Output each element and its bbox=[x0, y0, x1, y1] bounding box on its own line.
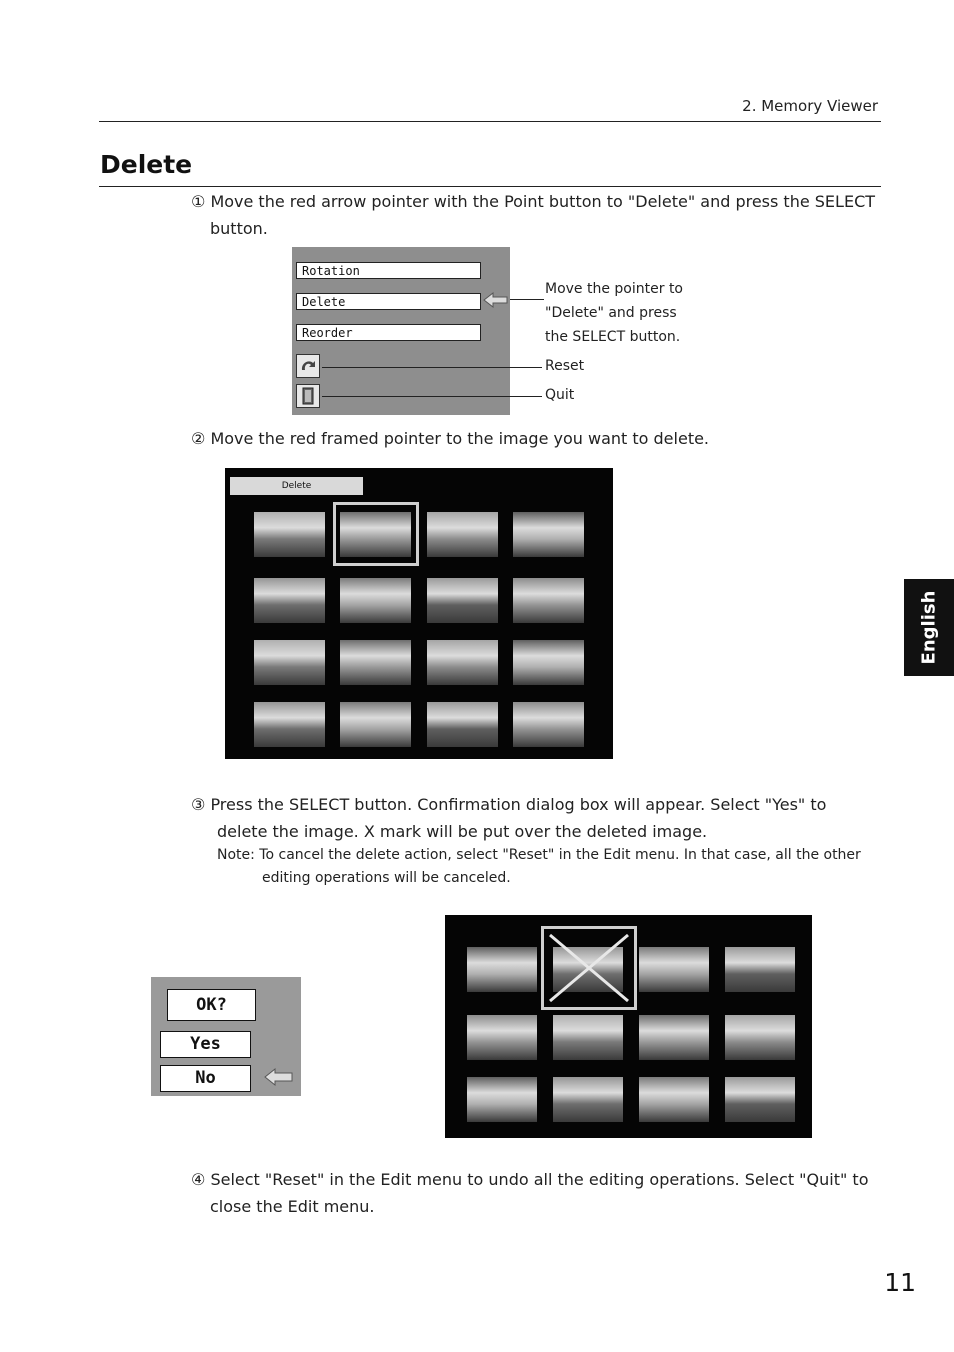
photo-thumbnail[interactable] bbox=[467, 1077, 537, 1122]
photo-thumbnail[interactable] bbox=[725, 1077, 795, 1122]
step-number: ③ bbox=[191, 795, 206, 814]
photo-thumbnail[interactable] bbox=[340, 640, 411, 685]
screen-mode-label: Delete bbox=[230, 477, 363, 495]
photo-thumbnail[interactable] bbox=[513, 512, 584, 557]
photo-thumbnail[interactable] bbox=[427, 578, 498, 623]
photo-thumbnail[interactable] bbox=[639, 947, 709, 992]
dialog-question: OK? bbox=[167, 989, 256, 1021]
delete-screen bbox=[225, 468, 613, 759]
quit-leader-line bbox=[322, 396, 542, 397]
menu-item-delete[interactable]: Delete bbox=[296, 293, 481, 310]
photo-thumbnail[interactable] bbox=[513, 578, 584, 623]
quit-icon bbox=[297, 385, 319, 407]
arrow-pointer-icon bbox=[482, 291, 510, 309]
selection-frame bbox=[333, 502, 419, 566]
step-1: ① Move the red arrow pointer with the Point button to "Delete" and press the SELECT button. bbox=[191, 192, 876, 238]
title-rule bbox=[99, 186, 881, 187]
step-number: ④ bbox=[191, 1170, 206, 1189]
photo-thumbnail[interactable] bbox=[340, 578, 411, 623]
note: Note: To cancel the delete action, select "Reset" in the Edit menu. In that case, all the other editing operations will be canceled. bbox=[217, 847, 861, 886]
reset-callout: Reset bbox=[545, 358, 585, 374]
quit-callout: Quit bbox=[545, 387, 575, 403]
step-number: ② bbox=[191, 429, 206, 448]
step-number: ① bbox=[191, 192, 206, 211]
photo-thumbnail[interactable] bbox=[254, 578, 325, 623]
selection-frame bbox=[541, 926, 637, 1010]
language-tab: English bbox=[904, 579, 954, 676]
photo-thumbnail[interactable] bbox=[467, 947, 537, 992]
photo-thumbnail[interactable] bbox=[467, 1015, 537, 1060]
confirm-dialog bbox=[151, 977, 301, 1096]
photo-thumbnail[interactable] bbox=[513, 702, 584, 747]
photo-thumbnail[interactable] bbox=[427, 640, 498, 685]
photo-thumbnail[interactable] bbox=[340, 702, 411, 747]
photo-thumbnail[interactable] bbox=[254, 640, 325, 685]
photo-thumbnail[interactable] bbox=[254, 512, 325, 557]
step-4: ④ Select "Reset" in the Edit menu to undo all the editing operations. Select "Quit" to close the Edit menu. bbox=[191, 1170, 869, 1216]
page-number: 11 bbox=[884, 1268, 916, 1297]
reset-button[interactable] bbox=[296, 354, 320, 378]
reset-leader-line bbox=[322, 367, 542, 368]
photo-thumbnail[interactable] bbox=[254, 702, 325, 747]
quit-button[interactable] bbox=[296, 384, 320, 408]
photo-thumbnail[interactable] bbox=[639, 1015, 709, 1060]
step-3: ③ Press the SELECT button. Confirmation dialog box will appear. Select "Yes" to delete the image. X mark will be put over the deleted image. bbox=[191, 795, 827, 841]
step-2: ② Move the red framed pointer to the image you want to delete. bbox=[191, 429, 710, 448]
menu-item-rotation[interactable]: Rotation bbox=[296, 262, 481, 279]
yes-button[interactable]: Yes bbox=[160, 1031, 251, 1058]
photo-thumbnail[interactable] bbox=[513, 640, 584, 685]
photo-thumbnail[interactable] bbox=[553, 1077, 623, 1122]
photo-thumbnail[interactable] bbox=[427, 512, 498, 557]
callout-leader-line bbox=[510, 299, 544, 300]
page-title: Delete bbox=[100, 150, 193, 179]
deleted-screen bbox=[445, 915, 812, 1138]
photo-thumbnail[interactable] bbox=[725, 947, 795, 992]
pointer-callout: Move the pointer to "Delete" and press the SELECT button. bbox=[545, 281, 683, 345]
header-rule bbox=[99, 121, 881, 122]
no-button[interactable]: No bbox=[160, 1065, 251, 1092]
delete-x-mark-icon bbox=[544, 929, 634, 1007]
photo-thumbnail[interactable] bbox=[725, 1015, 795, 1060]
edit-menu-panel bbox=[292, 247, 510, 415]
photo-thumbnail[interactable] bbox=[553, 1015, 623, 1060]
reset-icon bbox=[297, 355, 319, 377]
photo-thumbnail[interactable] bbox=[427, 702, 498, 747]
section-header: 2. Memory Viewer bbox=[742, 97, 878, 115]
photo-thumbnail[interactable] bbox=[639, 1077, 709, 1122]
menu-item-reorder[interactable]: Reorder bbox=[296, 324, 481, 341]
arrow-pointer-icon bbox=[263, 1067, 295, 1087]
